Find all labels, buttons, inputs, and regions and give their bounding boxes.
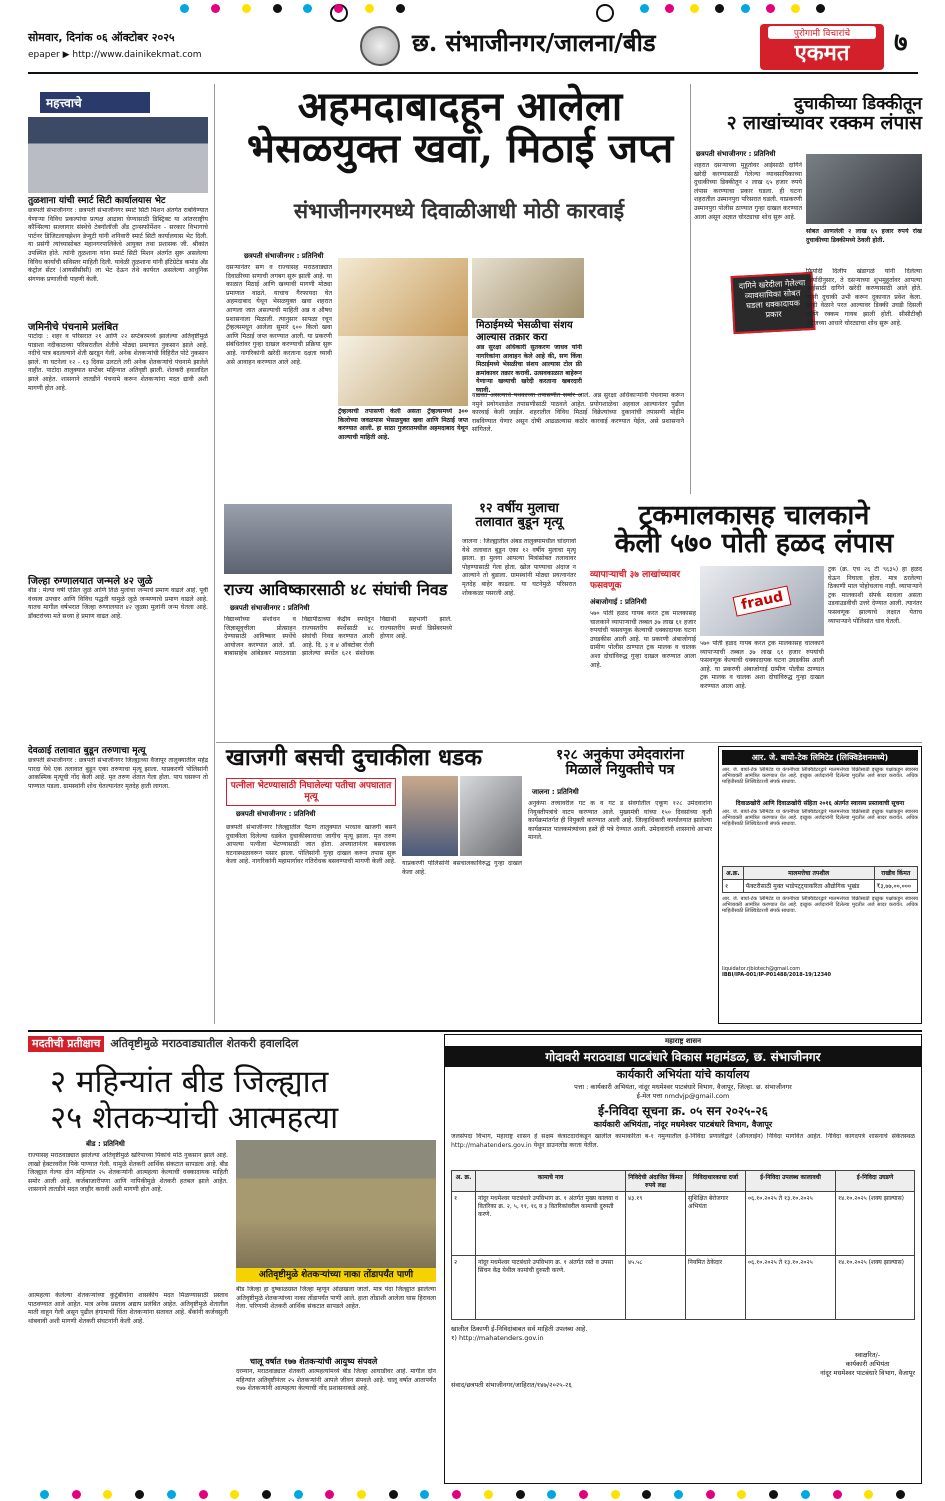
- sweets-photo: [338, 258, 468, 338]
- smart-city-photo: [28, 117, 208, 193]
- left-column: [28, 92, 208, 937]
- tender-footer: खालील ठिकाणी ई-निविदांबाबत सर्व माहिती उपलब्ध आहे.: [451, 1325, 588, 1333]
- section-title: छ. संभाजीनगर/जालना/बीड: [412, 28, 656, 57]
- column-rule: [214, 84, 215, 1024]
- farmer-photo: [236, 1140, 436, 1268]
- bus-body: याप्रकरणी पोलिसांनी बसचालकाविरुद्ध गुन्हा दाखल केला आहे.: [402, 860, 522, 876]
- legal-ad: [718, 746, 922, 1024]
- lead-body-col1: दसऱ्यानंतर सण व राज्यासह मराठवाड्यात दिवाळीच्या सणाची लगबग सुरू झाली आहे. या काळात मिठाई आणि खव्याची मागणी मोठ्या प्रमाणात वाढते. याचाच गैरफायदा घेत अहमदाबाद येथून भेसळयुक्त खवा शहरात आणला जात असल्याची माहिती अन्न व औषध प्रशासनाला मिळाली. त्यानुसार सापळा रचून ट्रॅव्हल्समधून आलेला सुमारे ६०० किलो खवा आणि मिठाई जप्त करण्यात आली. या प्रकरणी संबंधितांवर गुन्हा दाखल करण्याची प्रक्रिया सुरू आहे. नागरिकांनी खरेदी करताना दक्षता घ्यावी असे आवाहन करण्यात आले आहे.: [226, 264, 332, 366]
- fraud-photo: fraud: [700, 566, 824, 636]
- table-row: २ नांदूर मधमेश्वर पाटबंधारे उपविभाग क्र. १ अंतर्गत रस्ते व उपसा सिंचन केंद्र येथील कामांची दुरुस्ती करणे. ४५.५८ नियमित ठेकेदार ०६.१०.२०२५ ते १३.१०.२०२५ १४.१०.२०२५ (शक्य झाल्यास): [452, 1256, 915, 1320]
- byline: छत्रपती संभाजीनगर : प्रतिनिधी: [244, 252, 324, 260]
- column-rule: [690, 84, 691, 494]
- masthead-rule: [28, 72, 918, 74]
- tender-office: कार्यकारी अभियंता यांचे कार्यालय: [616, 1068, 750, 1081]
- color-bar: [180, 4, 405, 14]
- khava-photo: [338, 336, 468, 406]
- tender-org: गोदावरी मराठवाडा पाटबंधारे विकास महामंडळ, छ. संभाजीनगर: [445, 1046, 921, 1067]
- dateline: सोमवार, दिनांक ०६ ऑक्टोबर २०२५: [28, 31, 175, 44]
- drown-headline: १२ वर्षीय मुलाचा तलावात बुडून मृत्यू: [475, 501, 563, 530]
- ad-title: दिवाळखोरी आणि दिवाळखोरी संहिता २०१६ अंतर्गत स्वारस्य प्रस्तावाची सूचना: [735, 800, 905, 807]
- sidebar-body: अन्न सुरक्षा अधिकारी सुतकरण जाधव यांनी नागरिकांना आवाहन केले आहे की, सण किंवा मिठाईमध्ये भेसळीचा संशय आल्यास टोल फ्री क्रमांकावर तक्रार करावी. उत्सवकाळात बाहेरून येणाऱ्या खव्याची खरेदी करताना खबरदारी घ्यावी.: [476, 344, 582, 394]
- story-body: बीड : मेल्या वर्षी एप्रिल जुळे आणि तिळे मुलांचा जन्माचे प्रमाण वाढले आहे. पूर्वी वंध्यत्व उपचार आणि विविध पद्धती यामुळे जुळे जन्मण्याचे प्रमाण वाढले आहे. यातच मागील वर्षभरात जिल्हा रुग्णालयात ४२ जुळ्या मुलांनी जन्म घेतला आहे. डॉक्टरांच्या मते सध्या हे प्रमाण वाढत आहे.: [28, 587, 208, 620]
- city-emblem-icon: [360, 26, 400, 66]
- ad-body: आर. जे. बायो-टेक लिमिटेड या कंपनीच्या लिक्विडेटरद्वारे मालमत्तेच्या विक्रीसाठी इच्छुक पक्षांकडून स्वारस्य अभिव्यक्ती आमंत्रित करण्यात येत आहे. इच्छुक अर्जदारांनी दिलेल्या मुदतीत अर्ज सादर करावेत. अधिक माहितीसाठी लिक्विडेटरशी संपर्क साधावा.: [722, 767, 918, 785]
- flood-subhead: चालू वर्षात १७७ शेतकऱ्यांची आयुष्य संपवले: [250, 1357, 378, 1366]
- ad-body: आर. जे. बायो-टेक लिमिटेड या कंपनीच्या लिक्विडेटरद्वारे मालमत्तेच्या विक्रीसाठी इच्छुक पक्षांकडून स्वारस्य अभिव्यक्ती आमंत्रित करण्यात येत आहे. इच्छुक अर्जदारांनी दिलेल्या मुदतीत अर्ज सादर करावेत. अधिक माहितीसाठी लिक्विडेटरशी संपर्क साधावा.: [722, 896, 918, 914]
- color-bar: [640, 4, 825, 14]
- tender-sub: कार्यकारी अभियंता, नांदूर मधमेश्वर पाटबंधारे विभाग, वैजापूर: [593, 1120, 773, 1129]
- tender-table: अ. क्र. कामाचे नाव निविदेची अंदाजित किंमत रुपये लक्ष निविदाधारकाचा दर्जा ई-निविदा उपलब्ध कालावधी ई-निविदा उघडणे १ नांदूर मधमेश्वर पाटबंधारे उपविभाग क्र. १ अंतर्गत मुख्य कालवा व वितरिका क्र. २, ५, ११, १६ व ३ वितरिकांवरील कामाची दुरुस्ती करणे. ४३.१९ सुशिक्षित बेरोजगार अभियंता ०६.१०.२०२५ ते १३.१०.२०२५ १४.१०.२०२५ (शक्य झाल्यास) २ नांदूर मधमेश्वर पाटबंधारे उपविभाग क्र. १ अंतर्गत रस्ते व उपसा सिंचन केंद्र येथील कामांची दुरुस्ती करणे. ४५.५८ नियमित ठेकेदार ०६.१०.२०२५ ते १३.१०.२०२५ १४.१०.२०२५ (शक्य झाल्यास): [451, 1170, 915, 1320]
- bus-body: छत्रपती संभाजीनगर जिल्ह्यातील पैठण तालुक्यात भरधाव खाजगी बसने दुचाकीला दिलेल्या धडकेत दुचाकीस्वाराचा जागीच मृत्यू झाला. मृत तरुण आपल्या पत्नीला भेटण्यासाठी जात होता. अपघातानंतर बसचालक घटनास्थळावरून पसार झाला. पोलिसांनी गुन्हा दाखल करून तपास सुरू केला आहे. नागरिकांनी महामार्गावर गतिरोधक बसवण्याची मागणी केली आहे.: [226, 824, 396, 866]
- section-rule: [28, 1030, 922, 1032]
- drown-body: जालना : जिल्ह्यातील अंबड तालुक्यामधील चांदगावो येथे तलावात बुडून एका १२ वर्षीय मुलाचा मृत्यू झाला. हा मुलगा आपल्या मित्रांसोबत तलावावर पोहण्यासाठी गेला होता. खोल पाण्याचा अंदाज न आल्याने तो बुडाला. ग्रामस्थांनी मोठ्या प्रयत्नानंतर मृतदेह बाहेर काढला. या घटनेमुळे परिसरात शोककळा पसरली आहे.: [462, 538, 576, 597]
- tender-link[interactable]: १) http://mahatenders.gov.in: [451, 1334, 544, 1342]
- flood-body: दरम्यान, मराठवाड्यात शेतकरी आत्महत्यांमध्ये बीड जिल्हा आघाडीवर आहे. मागील दोन महिन्यांत अतिवृष्टीनंतर २५ शेतकऱ्यांनी आपले जीवन संपवले आहे. चालू वर्षात आतापर्यंत १७७ शेतकऱ्यांनी आत्महत्या केल्याची नोंद प्रशासनाकडे आहे.: [236, 1368, 436, 1393]
- byline: छत्रपती संभाजीनगर : प्रतिनिधी: [236, 810, 316, 818]
- flood-body: आत्महत्या केलेल्या शेतकऱ्यांच्या कुटुंबीयांना शासकीय मदत मिळण्यासाठी प्रस्ताव पाठवण्यात आले आहेत. मात्र अनेक प्रस्ताव अद्याप प्रलंबित आहेत. अतिवृष्टीमुळे शेतातील माती वाहून गेली असून पुढील हंगामाची चिंता शेतकऱ्यांना सतावत आहे. बँकांनी कर्जवसुली थांबवावी अशी मागणी शेतकरी संघटनांनी केली आहे.: [28, 1292, 228, 1325]
- byline: छत्रपती संभाजीनगर : प्रतिनिधी: [696, 150, 776, 158]
- bus-tag: पत्नीला भेटण्यासाठी निघालेल्या पतीचा अपघातात मृत्यू: [226, 778, 396, 806]
- truck-headline: ट्रकमालकासह चालकाने केली ५७० पोती हळद लंपास: [614, 500, 894, 560]
- bus-headline: खाजगी बसची दुचाकीला धडक: [226, 744, 483, 771]
- truck-body: ५७० पोती हळद गायब करत ट्रक मालकासह चालकाने व्यापाऱ्याची तब्बल ३७ लाख ६१ हजार रुपयांची फसवणूक केल्याची धक्कादायक घटना उघडकीस आली आहे. या प्रकरणी अंबाजोगाई ग्रामीण पोलीस ठाण्यात ट्रक मालक व चालक अशा दोघांविरुद्ध गुन्हा दाखल करण्यात आला आहे.: [590, 610, 696, 669]
- duchaki-body: फिर्यादी दिलीप खंडागळे यांनी दिलेल्या फिर्यादीनुसार, ते दसऱ्याच्या शुभमुहूर्तावर आपल्या आईसाठी दागिने खरेदी करण्यासाठी आले होते. त्यांनी दुचाकी उभी करून दुकानात प्रवेश केला. काही वेळाने परत आल्यावर डिक्की उघडी दिसली आणि रक्कम गायब झाली होती. सीसीटीव्ही फुटेजच्या आधारे चोरट्याचा शोध सुरू आहे.: [806, 268, 922, 327]
- story-title: जमिनीचे पंचनामे प्रलंबित: [28, 322, 119, 333]
- page-number: ७: [894, 28, 908, 58]
- flood-body: बीड जिल्हा हा दुष्काळग्रस्त जिल्हा म्हणून ओळखला जातो. मात्र यंदा जिल्ह्यात झालेल्या अतिवृष्टीमुळे शेतकऱ्यांच्या नाका तोंडापर्यंत पाणी आले. हाता तोंडाशी आलेला घास हिरावला गेला. परिणामी शेतकरी आर्थिक संकटात सापडले आहेत.: [236, 1286, 436, 1311]
- science-body: विद्यार्थ्यांच्या संशोधन व जिज्ञासूवृत्तीला प्रोत्साहन देण्यासाठी आविष्कार स्पर्धेचे आयोजन करण्यात आले. डॉ. बाबासाहेब आंबेडकर मराठवाडा विद्यापीठाच्या केंद्रीय स्पर्धेतून राज्यस्तरीय स्पर्धेसाठी ४८ संघांची निवड करण्यात आली आहे. दि. ३ व ४ ऑक्टोबर रोजी झालेल्या स्पर्धेत ६२१ संशोधक विद्यार्थी सहभागी झाले. राज्यस्तरीय स्पर्धा डिसेंबरमध्ये होणार आहे.: [224, 616, 452, 658]
- science-headline: राज्य आविष्कारसाठी ४८ संघांची निवड: [224, 580, 448, 599]
- flood-kicker: मदतीची प्रतीक्षाच अतिवृष्टीमुळे मराठवाड्यातील शेतकरी हवालदिल: [28, 1036, 434, 1052]
- table-row: १ नांदूर मधमेश्वर पाटबंधारे उपविभाग क्र. १ अंतर्गत मुख्य कालवा व वितरिका क्र. २, ५, ११, १६ व ३ वितरिकांवरील कामाची दुरुस्ती करणे. ४३.१९ सुशिक्षित बेरोजगार अभियंता ०६.१०.२०२५ ते १३.१०.२०२५ १४.१०.२०२५ (शक्य झाल्यास): [452, 1192, 915, 1256]
- sidebar-title: मिठाईमध्ये भेसळीचा संशय आल्यास तक्रार करा: [476, 320, 573, 343]
- byline: बीड : प्रतिनिधी: [86, 1140, 125, 1148]
- lead-body-col2: वाढवत असल्याचे पथकाच्या तपासणीत समोर आले. अन्न सुरक्षा अधिकाऱ्यांनी पंचनामा करून नमुने प्रयोगशाळेत तपासणीसाठी पाठवले आहेत. प्रयोगशाळेचा अहवाल आल्यानंतर पुढील कारवाई केली जाईल. शहरातील विविध मिठाई विक्रेत्यांच्या दुकानांची तपासणी मोहीम राबविण्यात येणार असून दोषी आढळल्यास कठोर कारवाई करण्यात येईल, असे प्रशासनाने सांगितले.: [472, 392, 684, 434]
- byline: जालना : प्रतिनिधी: [532, 788, 579, 796]
- ad-reg: IBBI/IPA-001/IP-P01488/2018-19/12340: [722, 972, 832, 978]
- section-rule: [216, 742, 922, 743]
- tender-intro: जलसंपदा विभाग, महाराष्ट्र शासन हे सक्षम कंत्राटदारांकडून खालील कामाकरिता ब-१ नमुन्यातील ई-निविदा प्रणालीद्वारे (ऑनलाईन) निविदा मागवित आहेत. निविदा कागदपत्रे शासनाचे संकेतस्थळ http://mahatenders.gov.in येथून डाउनलोड करता येतील.: [451, 1133, 915, 1149]
- lead-headline: अहमदाबादहून आलेला भेसळयुक्त खवा, मिठाई जप्त: [246, 83, 674, 172]
- duchaki-body: शहरात दसऱ्याच्या मुहूर्तावर आईसाठी दागिने खरेदी करण्यासाठी गेलेल्या व्यावसायिकाच्या दुचाकीच्या डिक्कीतून २ लाख ६५ हजार रुपये लंपास करण्याचा प्रकार घडला. ही घटना शहरातील उस्मानपुरा परिसरात घडली. याप्रकरणी उस्मानपुरा पोलीस ठाण्यात गुन्हा दाखल करण्यात आला असून अज्ञात चोरट्याचा शोध सुरू आहे.: [694, 162, 802, 221]
- bus-photo: [460, 776, 522, 856]
- color-bar: [40, 1490, 905, 1500]
- byline: अंबाजोगाई : प्रतिनिधी: [590, 598, 647, 606]
- victim-photo: [402, 776, 458, 856]
- left-heading: महत्त्वाचे: [40, 92, 150, 113]
- truck-tag: व्यापाऱ्याची ३७ लाखांच्यावर फसवणूक: [590, 570, 681, 591]
- story-body: पाटोदा : शहर व परिसरात २१ आणि २२ सप्टेंबरमध्ये झालेल्या अतिवृष्टीमुळे पाडाशा नदीकाठच्या परिसरातील शेतीचे मोठ्या प्रमाणात नुकसान झाले आहे. नदीचे पात्र बदलल्याने शेती खरडून गेली. अनेक शेतकऱ्यांची विहिरीत पोटे नुकसान झाले. या घटनेला १२ - १३ दिवस उलटले तरी अनेक शेतकऱ्यांचे पंचनामे झालेले नाहीत. पाटोदा तालुक्यात सप्टेंबर महिन्यात अतिवृष्टी झाली. शेतकरी हवालदिल झाले आहेत. शासनाने तातडीने पंचनामे करून शेतकऱ्यांना मदत द्यावी अशी मागणी होत आहे.: [28, 333, 208, 392]
- epaper-line: epaper ▶ http://www.dainikekmat.com: [28, 50, 202, 60]
- ad-company: आर. जे. बायो-टेक लिमिटेड (लिक्विडेशनमध्ये): [722, 750, 918, 765]
- sidebar-box: [476, 320, 582, 395]
- truck-body: ट्रक (क्र. एच २६ टी ९६३५) हा हळद घेऊन निघाला होता. मात्र ठरलेल्या ठिकाणी माल पोहोचलाच नाही. व्यापाऱ्याने ट्रक मालकाशी संपर्क साधला असता उडवाउडवीची उत्तरे देण्यात आली. त्यानंतर फसवणूक झाल्याचे लक्षात येताच व्यापाऱ्याने पोलिसांत धाव घेतली.: [828, 566, 922, 625]
- flood-headline: २ महिन्यांत बीड जिल्ह्यात २५ शेतकऱ्यांची आत्महत्या: [50, 1064, 339, 1136]
- cctv-photo: [806, 154, 922, 224]
- story-body: छत्रपती संभाजीनगर : छत्रपती संभाजीनगर स्मार्ट सिटी मिशन अंतर्गत राबविण्यात येणाऱ्या विविध प्रकल्पांचा प्रत्यक्ष आढावा घेण्यासाठी डिस्ट्रिक्ट या आंतरराष्ट्रीय कौन्सिल्या सल्लागार संस्थेचे टेक्नॉलॉजी अँड ट्रान्सफॉर्मेशन - सरकार विभागाचे पार्टनर डिजिटलायझेशन डेप्युटी यांनी शनिवारी स्मार्ट सिटी कार्यालयास भेट दिली. या प्रसंगी त्यांच्यासोबत महानगरपालिकेचे आयुक्त तथा प्रशासक जी. श्रीकांत उपस्थित होते. त्यांनी तुळशाना यांना स्मार्ट सिटी मिशन अंतर्गत सुरू असलेल्या विविध कार्यांची सविस्तर माहिती दिली. यावेळी तुळशाना यांनी इंटिग्रेटेड कमांड अँड कंट्रोल सेंटर (आयसीसीसी) ला भेट देऊन तेथे कार्यरत असलेल्या आधुनिक संगणक प्रणालीची पाहणी केली.: [28, 207, 208, 283]
- flood-body: राज्यासह मराठवाड्यात झालेल्या अतिवृष्टीमुळे खरिपाच्या पिकांचे मोठे नुकसान झाले आहे. लाखो हेक्टरवरील पिके पाण्यात गेली. यामुळे शेतकरी आर्थिक संकटात सापडला आहे. बीड जिल्ह्यात गेल्या दोन महिन्यांत २५ शेतकऱ्यांनी आत्महत्या केल्याची धक्कादायक माहिती समोर आली आहे. कर्जबाजारीपणा आणि नापिकीमुळे शेतकरी हतबल झाले आहेत. शासनाने तातडीने मदत जाहीर करावी अशी मागणी होत आहे.: [28, 1152, 228, 1194]
- market-photo: [472, 258, 584, 318]
- site-url[interactable]: http://www.dainikekmat.com: [72, 50, 202, 60]
- lead-subhead: संभाजीनगरमध्ये दिवाळीआधी मोठी कारवाई: [293, 198, 625, 223]
- truck-body: ५७० पोती हळद गायब करत ट्रक मालकासह चालकाने व्यापाऱ्याची तब्बल ३७ लाख ६१ हजार रुपयांची फसवणूक केल्याची धक्कादायक घटना उघडकीस आली आहे. या प्रकरणी अंबाजोगाई ग्रामीण पोलीस ठाण्यात ट्रक मालक व चालक अशा दोघांविरुद्ध गुन्हा दाखल करण्यात आला आहे.: [700, 640, 824, 690]
- story-title: देवळाई तलावात बुडून तरुणाचा मृत्यू: [28, 746, 146, 756]
- ad-table: अ.क्र. मालमत्तेचा तपशील राखीव किंमत १ फॅक्टरीसाठी मुक्त भाडेपट्ट्याकरिता औद्योगिक भूखंड ₹३,७७,००,०००: [722, 866, 918, 893]
- tender-ad: [444, 1034, 922, 1484]
- story-title: जिल्हा रुग्णालयात जन्मले ४२ जुळे: [28, 576, 153, 587]
- tender-notice: ई-निविदा सूचना क्र. ०५ सन २०२५-२६: [598, 1104, 768, 1118]
- anukampa-headline: १२८ अनुकंपा उमेदवारांना मिळाले नियुक्तीचे पत्र: [555, 747, 685, 778]
- photo-caption: सोबत आणलेली २ लाख ६५ हजार रुपये रोख दुचाकीच्या डिक्कीमध्ये ठेवली होती.: [806, 228, 922, 244]
- ad-email[interactable]: liquidator.rjbiotech@gmail.com: [722, 966, 801, 972]
- tender-gov: महाराष्ट्र शासन: [664, 1037, 702, 1045]
- duchaki-callout: दागिने खरेदीला गेलेल्या व्यावसायिका सोबत घडला धक्कादायक प्रकार: [731, 272, 816, 334]
- byline: छत्रपती संभाजीनगर : प्रतिनिधी: [230, 604, 310, 612]
- story-body: छत्रपती संभाजीनगर : छत्रपती संभाजीनगर जिल्ह्याच्या वैजापूर तालुक्यातील महेंद्र पारदा येथे एक तलावात बुडून एका तरुणाचा मृत्यू झाला. याप्रकरणी पोलिसांनी आकस्मिक मृत्यूची नोंद केली आहे. मृत तरुण शेतात गेला होता. पाय घसरून तो पाण्यात पडला. ग्रामस्थांनी शोध घेतल्यानंतर मृतदेह हाती लागला.: [28, 757, 208, 790]
- flood-photo-caption: अतिवृष्टीमुळे शेतकऱ्यांच्या नाका तोंडापर्यंत पाणी: [236, 1268, 436, 1282]
- ad-body: आर. जे. बायो-टेक लिमिटेड या कंपनीच्या लिक्विडेटरद्वारे मालमत्तेच्या विक्रीसाठी इच्छुक पक्षांकडून स्वारस्य अभिव्यक्ती आमंत्रित करण्यात येत आहे. इच्छुक अर्जदारांनी दिलेल्या मुदतीत अर्ज सादर करावेत. अधिक माहितीसाठी लिक्विडेटरशी संपर्क साधावा.: [722, 809, 918, 827]
- registration-mark: [596, 4, 614, 22]
- duchaki-headline: दुचाकीच्या डिक्कीतून २ लाखांच्यावर रक्कम लंपास: [726, 94, 922, 134]
- story-title: तुळशाना यांची स्मार्ट सिटी कार्यालयास भेट: [28, 196, 166, 206]
- tender-address: पत्ता : कार्यकारी अभियंता, नांदूर मधमेश्वर पाटबंधारे विभाग, वैजापूर, जिल्हा. छ. संभाजीनगर: [574, 1083, 792, 1091]
- tender-email: ई-मेल पत्ता nmdvjp@gmail.com: [636, 1092, 730, 1100]
- lead-photo-caption: ट्रॅव्हल्सची तपासणी केली असता ट्रॅव्हल्समध्ये ३०० किलोच्या जवळपास भेसळयुक्त खवा आणि मिठाई जप्त करण्यात आली. हा साठा गुजरातमधील अहमदाबाद येथून आल्याची माहिती आहे.: [338, 408, 468, 441]
- group-photo: [224, 504, 452, 574]
- brand-logo: पुरोगामी विचारांचे एकमत: [760, 24, 884, 70]
- anukampa-body: अनुकंपा तत्त्वावरील गट क व गट ड संवर्गातील एकूण १२८ उमेदवारांना नियुक्तीपत्रांचे वाटप करण्यात आले. मुख्यमंत्री यांच्या १५० दिवसांच्या कृती कार्यक्रमांतर्गत ही नियुक्ती करण्यात आली आहे. जिल्हाधिकारी कार्यालयात झालेल्या कार्यक्रमात पालकमंत्र्यांच्या हस्ते ही पत्रे देण्यात आली. उमेदवारांनी शासनाचे आभार मानले.: [528, 800, 712, 842]
- tender-sign-row: संवाद/छत्रपती संभाजीनगर/जाहिरात/१४७/२०२५-२६ स्वाक्षरित/- कार्यकारी अभियंता नांदूर मधमेश्वर पाटबंधारे विभाग, वैजापूर: [451, 1351, 915, 1389]
